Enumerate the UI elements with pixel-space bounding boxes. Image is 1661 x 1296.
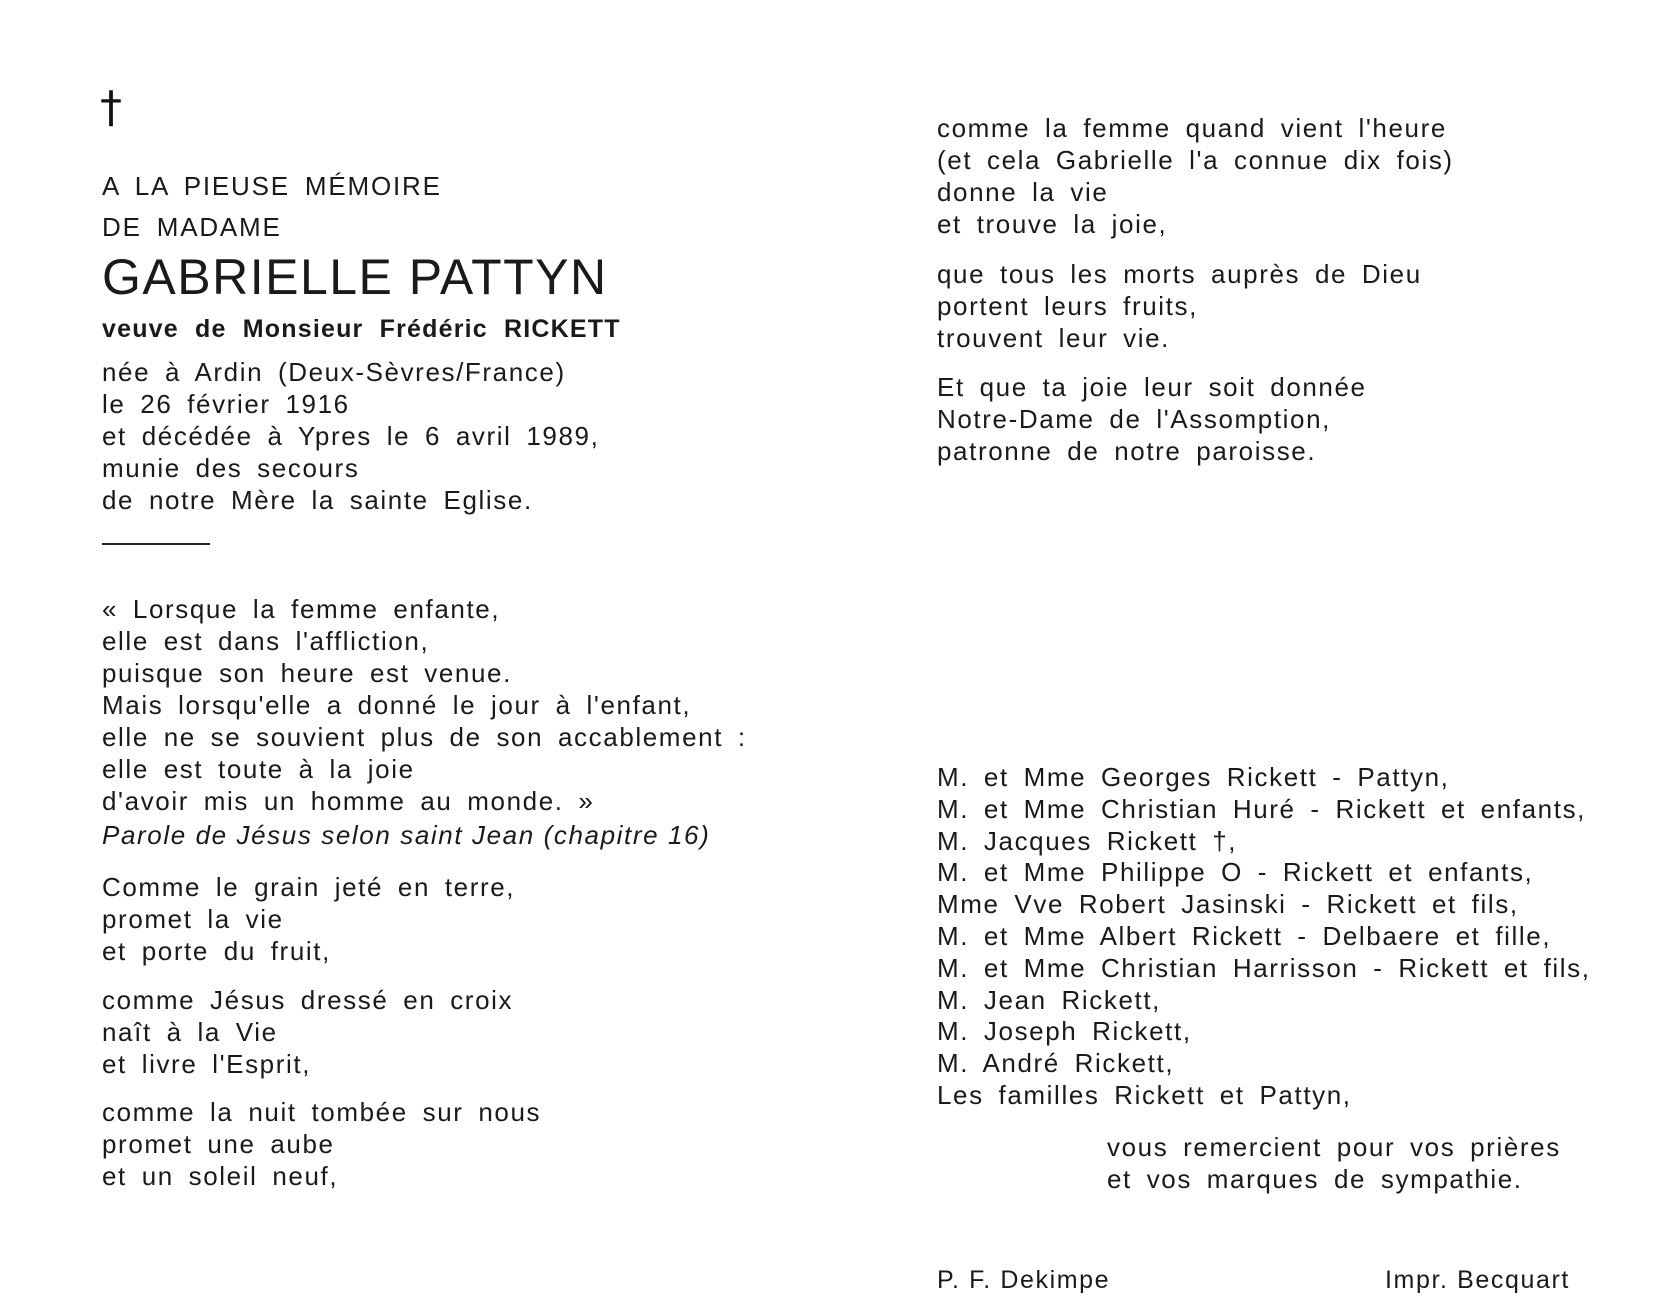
quote-line: elle est dans l'affliction,: [102, 626, 430, 656]
poem-line: portent leurs fruits,: [937, 291, 1198, 321]
detail-line: de notre Mère la sainte Eglise.: [102, 485, 533, 515]
family-line: M. et Mme Philippe O - Rickett et enfants,: [937, 857, 1534, 888]
quote-line: Mais lorsqu'elle a donné le jour à l'enfant,: [102, 690, 692, 720]
poem-line: comme la femme quand vient l'heure: [937, 113, 1447, 143]
poem-stanza: [937, 258, 1422, 354]
family-line: M. et Mme Christian Harrisson - Rickett et fils,: [937, 952, 1591, 983]
quote-source: Parole de Jésus selon saint Jean (chapitre 16): [102, 820, 711, 850]
poem-stanza: [937, 112, 1454, 240]
quote-line: elle ne se souvient plus de son accablement :: [102, 722, 747, 752]
detail-line: le 26 février 1916: [102, 389, 350, 419]
poem-line: Comme le grain jeté en terre,: [102, 872, 516, 902]
poem-line: et porte du fruit,: [102, 936, 331, 966]
poem-line: promet la vie: [102, 904, 284, 934]
poem-line: donne la vie: [937, 177, 1109, 207]
poem-line: trouvent leur vie.: [937, 323, 1171, 353]
quote-line: « Lorsque la femme enfante,: [102, 594, 501, 624]
thanks-line: et vos marques de sympathie.: [1107, 1164, 1523, 1194]
poem-line: et trouve la joie,: [937, 209, 1168, 239]
detail-line: munie des secours: [102, 453, 360, 483]
family-line: M. Jean Rickett,: [937, 984, 1161, 1015]
cross-icon: †: [100, 82, 122, 133]
family-line: Les familles Rickett et Pattyn,: [937, 1079, 1352, 1110]
family-line: M. Jacques Rickett †,: [937, 825, 1238, 856]
memoire-line: DE MADAME: [102, 212, 282, 242]
deceased-name: GABRIELLE PATTYN: [102, 249, 608, 305]
quote-line: d'avoir mis un homme au monde. »: [102, 786, 595, 816]
poem-line: (et cela Gabrielle l'a connue dix fois): [937, 145, 1454, 175]
quote-line: elle est toute à la joie: [102, 754, 415, 784]
poem-line: et livre l'Esprit,: [102, 1049, 312, 1079]
birth-death-details: [102, 356, 599, 516]
thanks-line: vous remercient pour vos prières: [1107, 1132, 1561, 1162]
poem-stanza: [102, 871, 515, 967]
family-line: M. et Mme Albert Rickett - Delbaere et fille,: [937, 920, 1552, 951]
family-line: M. et Mme Georges Rickett - Pattyn,: [937, 762, 1450, 792]
quote-line: puisque son heure est venue.: [102, 658, 512, 688]
thanks-message: [1107, 1131, 1561, 1195]
poem-line: comme Jésus dressé en croix: [102, 985, 514, 1015]
poem-line: comme la nuit tombée sur nous: [102, 1097, 542, 1127]
poem-stanza: [102, 1096, 541, 1192]
family-line: M. André Rickett,: [937, 1048, 1175, 1079]
poem-stanza: [937, 371, 1367, 467]
poem-line: que tous les morts auprès de Dieu: [937, 259, 1422, 289]
family-list: [937, 762, 1591, 1112]
poem-line: promet une aube: [102, 1129, 335, 1159]
poem-line: et un soleil neuf,: [102, 1161, 339, 1191]
poem-line: Notre-Dame de l'Assomption,: [937, 404, 1331, 434]
gospel-quote: [102, 593, 747, 817]
divider: [102, 543, 210, 545]
signature-left: P. F. Dekimpe: [937, 1266, 1111, 1294]
family-line: M. et Mme Christian Huré - Rickett et enfants,: [937, 793, 1586, 824]
signature-right: Impr. Becquart: [1385, 1266, 1570, 1294]
family-line: Mme Vve Robert Jasinski - Rickett et fils,: [937, 889, 1519, 920]
memoire-line: A LA PIEUSE MÉMOIRE: [102, 171, 442, 201]
family-line: M. Joseph Rickett,: [937, 1016, 1192, 1047]
widow-line: veuve de Monsieur Frédéric RICKETT: [102, 315, 621, 343]
poem-line: Et que ta joie leur soit donnée: [937, 372, 1367, 402]
poem-line: naît à la Vie: [102, 1017, 278, 1047]
poem-stanza: [102, 984, 513, 1080]
detail-line: née à Ardin (Deux-Sèvres/France): [102, 357, 566, 387]
detail-line: et décédée à Ypres le 6 avril 1989,: [102, 421, 600, 451]
poem-line: patronne de notre paroisse.: [937, 436, 1317, 466]
memoire-heading: [102, 166, 442, 248]
